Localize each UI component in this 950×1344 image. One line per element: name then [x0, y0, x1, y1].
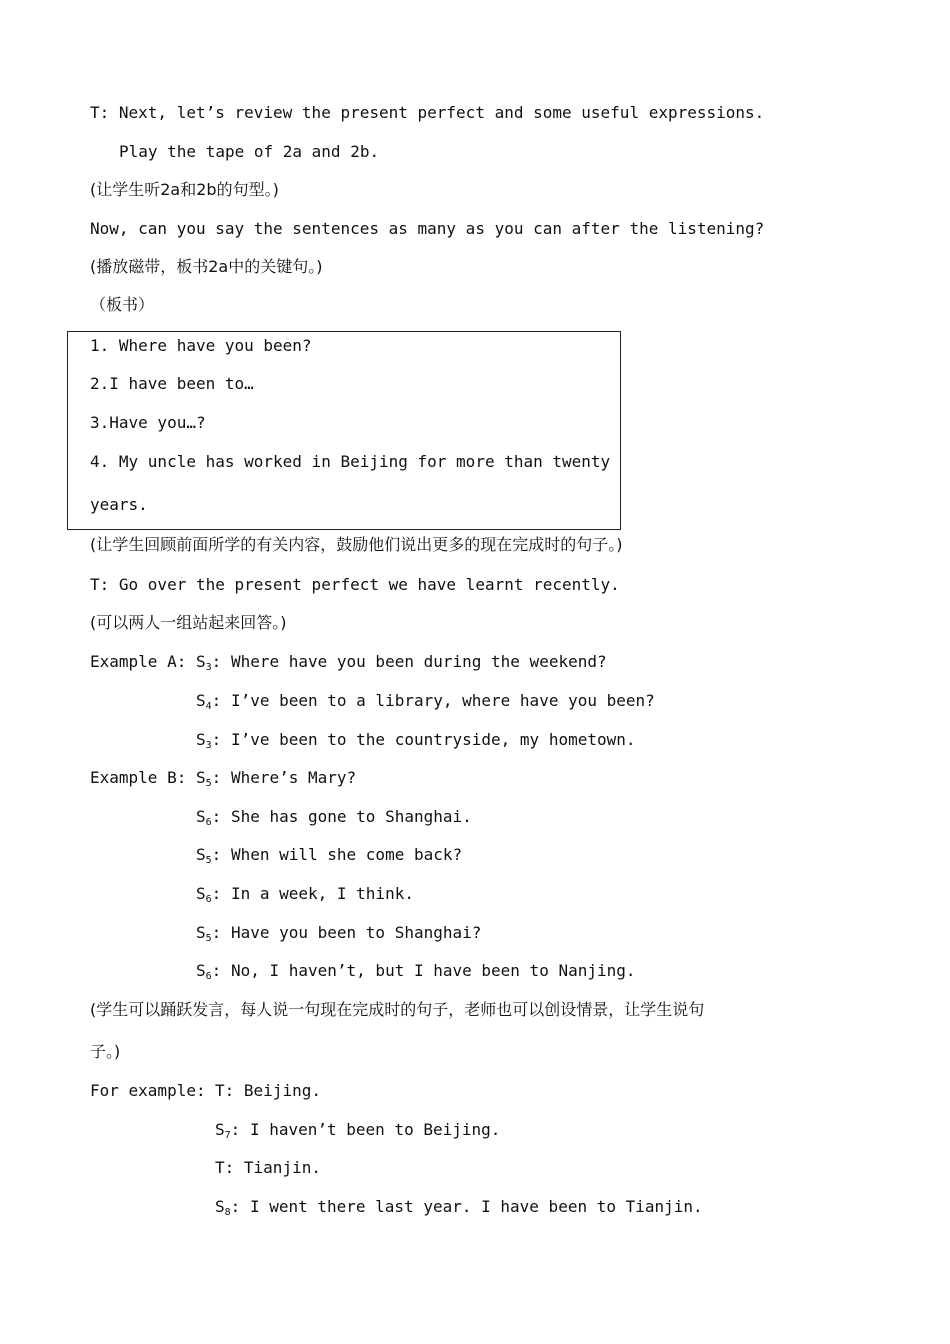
teaching-note: (让学生回顾前面所学的有关内容，鼓励他们说出更多的现在完成时的句子。)	[90, 535, 623, 554]
dialogue-line: $S_8$: I went there last year. I have been to Tianjin.	[215, 1197, 703, 1218]
teaching-note: 子。)	[90, 1042, 121, 1061]
dialogue-line: $S_6$: She has gone to Shanghai.	[196, 807, 472, 828]
example-label: For example:	[90, 1081, 206, 1100]
teaching-note: (学生可以踊跃发言，每人说一句现在完成时的句子，老师也可以创设情景，让学生说句	[90, 1000, 705, 1019]
dialogue-line: $S_4$: I’ve been to a library, where have you been?	[196, 691, 655, 712]
board-item: 3.Have you…?	[90, 413, 206, 432]
dialogue-line: $S_3$: I’ve been to the countryside, my hometown.	[196, 730, 636, 751]
example-label: Example A:	[90, 652, 187, 671]
dialogue-line: $S_5$: Have you been to Shanghai?	[196, 923, 482, 944]
dialogue-line: $S_5$: When will she come back?	[196, 845, 463, 866]
review-line: T: Go over the present perfect we have learnt recently.	[90, 575, 620, 594]
teaching-note: （板书）	[90, 295, 155, 314]
dialogue-line: $S_7$: I haven’t been to Beijing.	[215, 1120, 501, 1141]
board-item: 1. Where have you been?	[90, 336, 312, 355]
dialogue-line: $S_3$: Where have you been during the weekend?	[196, 652, 607, 673]
teaching-note: (可以两人一组站起来回答。)	[90, 613, 287, 632]
intro-line: T: Next, let’s review the present perfect and some useful expressions.	[90, 103, 765, 122]
example-label: Example B:	[90, 768, 187, 787]
dialogue-line: $S_5$: Where’s Mary?	[196, 768, 357, 789]
teaching-note: (播放磁带，板书2a中的关键句。)	[90, 257, 323, 276]
intro-line: Now, can you say the sentences as many as you can after the listening?	[90, 219, 765, 238]
dialogue-line: T: Beijing.	[215, 1081, 321, 1100]
dialogue-line: T: Tianjin.	[215, 1158, 321, 1177]
intro-line: Play the tape of 2a and 2b.	[119, 142, 380, 161]
board-item: 4. My uncle has worked in Beijing for more than twenty	[90, 452, 611, 471]
board-item: 2.I have been to…	[90, 374, 254, 393]
board-item: years.	[90, 495, 148, 514]
dialogue-line: $S_6$: In a week, I think.	[196, 884, 414, 905]
dialogue-line: $S_6$: No, I haven’t, but I have been to Nanjing.	[196, 961, 636, 982]
teaching-note: (让学生听2a和2b的句型。)	[90, 180, 279, 199]
